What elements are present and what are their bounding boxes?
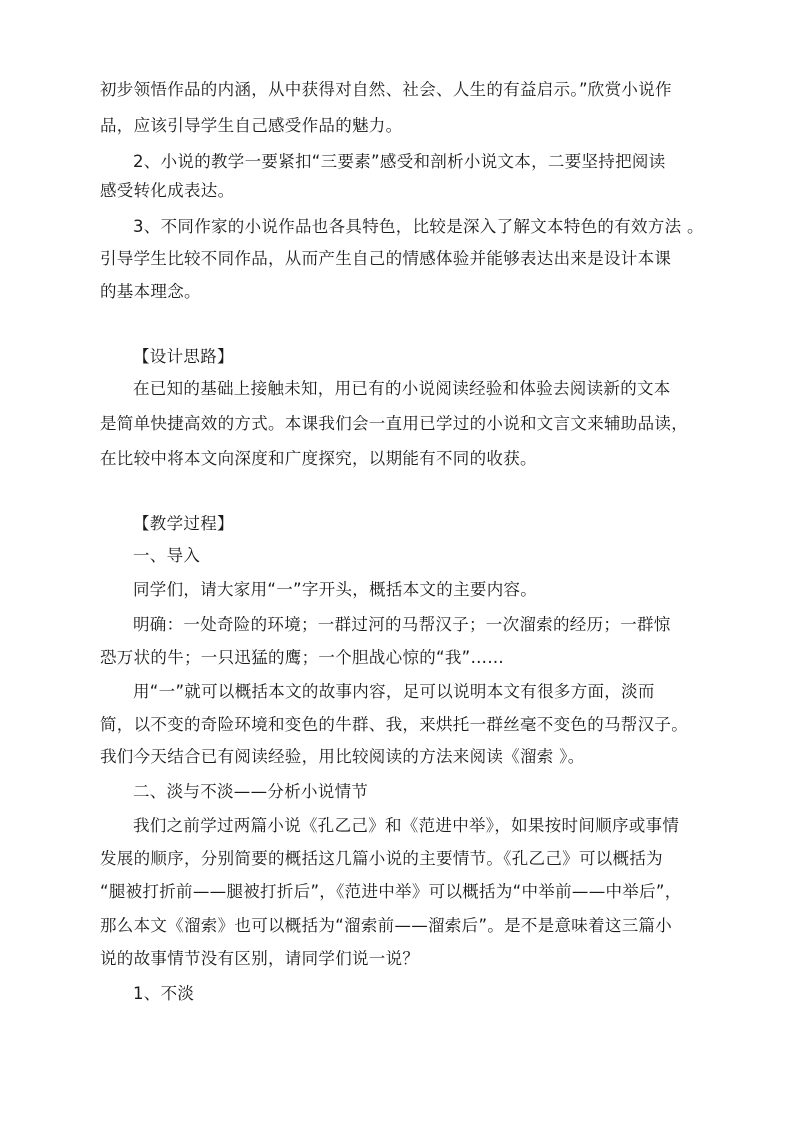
subsection-heading: 一、导入 (133, 546, 201, 565)
paragraph-line: 用“一”就可以概括本文的故事内容，足可以说明本文有很多方面，淡而 (133, 682, 655, 701)
subsection-heading: 二、淡与不淡——分析小说情节 (133, 782, 369, 801)
paragraph-line: 品，应该引导学生自己感受作品的魅力。 (100, 116, 403, 135)
section-heading: 【教学过程】 (133, 514, 234, 533)
paragraph-line: 的基本理念。 (100, 282, 201, 301)
paragraph-line: 感受转化成表达。 (100, 181, 235, 200)
paragraph-line: 恐万状的牛；一只迅猛的鹰；一个胆战心惊的“我”…… (100, 648, 505, 667)
paragraph-line: 那么本文《溜索》也可以概括为“溜索前——溜索后”。是不是意味着这三篇小 (100, 916, 673, 935)
paragraph-line: “腿被打折前——腿被打折后”，《范进中举》可以概括为“中举前——中举后”， (100, 882, 682, 901)
paragraph-line: 发展的顺序，分别简要的概括这几篇小说的主要情节。《孔乙己》可以概括为 (100, 849, 663, 868)
paragraph-line: 是简单快捷高效的方式。本课我们会一直用已学过的小说和文言文来辅助品读， (100, 414, 688, 433)
paragraph-line: 同学们，请大家用“一”字开头，概括本文的主要内容。 (133, 580, 538, 599)
section-heading: 【设计思路】 (133, 347, 234, 366)
paragraph-line: 2、小说的教学一要紧扣“三要素”感受和剖析小说文本，二要坚持把阅读 (133, 152, 666, 171)
paragraph-line: 明确：一处奇险的环境；一群过河的马帮汉子；一次溜索的经历；一群惊 (133, 615, 671, 634)
paragraph-line: 在已知的基础上接触未知，用已有的小说阅读经验和体验去阅读新的文本 (133, 379, 671, 398)
paragraph-line: 简，以不变的奇险环境和变色的牛群、我，来烘托一群丝毫不变色的马帮汉子。 (100, 715, 688, 734)
paragraph-line: 说的故事情节没有区别，请同学们说一说？ (100, 949, 420, 968)
paragraph-line: 3、不同作家的小说作品也各具特色，比较是深入了解文本特色的有效方法 。 (133, 217, 704, 236)
paragraph-line: 我们今天结合已有阅读经验，用比较阅读的方法来阅读《溜索 》。 (100, 747, 585, 766)
paragraph-line: 引导学生比较不同作品，从而产生自己的情感体验并能够表达出来是设计本课 (100, 249, 672, 268)
subsection-heading: 1、不淡 (133, 984, 195, 1003)
paragraph-line: 在比较中将本文向深度和广度探究，以期能有不同的收获。 (100, 449, 537, 468)
paragraph-line: 初步领悟作品的内涵，从中获得对自然、社会、人生的有益启示。”欣赏小说作 (100, 80, 672, 99)
paragraph-line: 我们之前学过两篇小说《孔乙己》和《范进中举》，如果按时间顺序或事情 (133, 816, 680, 835)
